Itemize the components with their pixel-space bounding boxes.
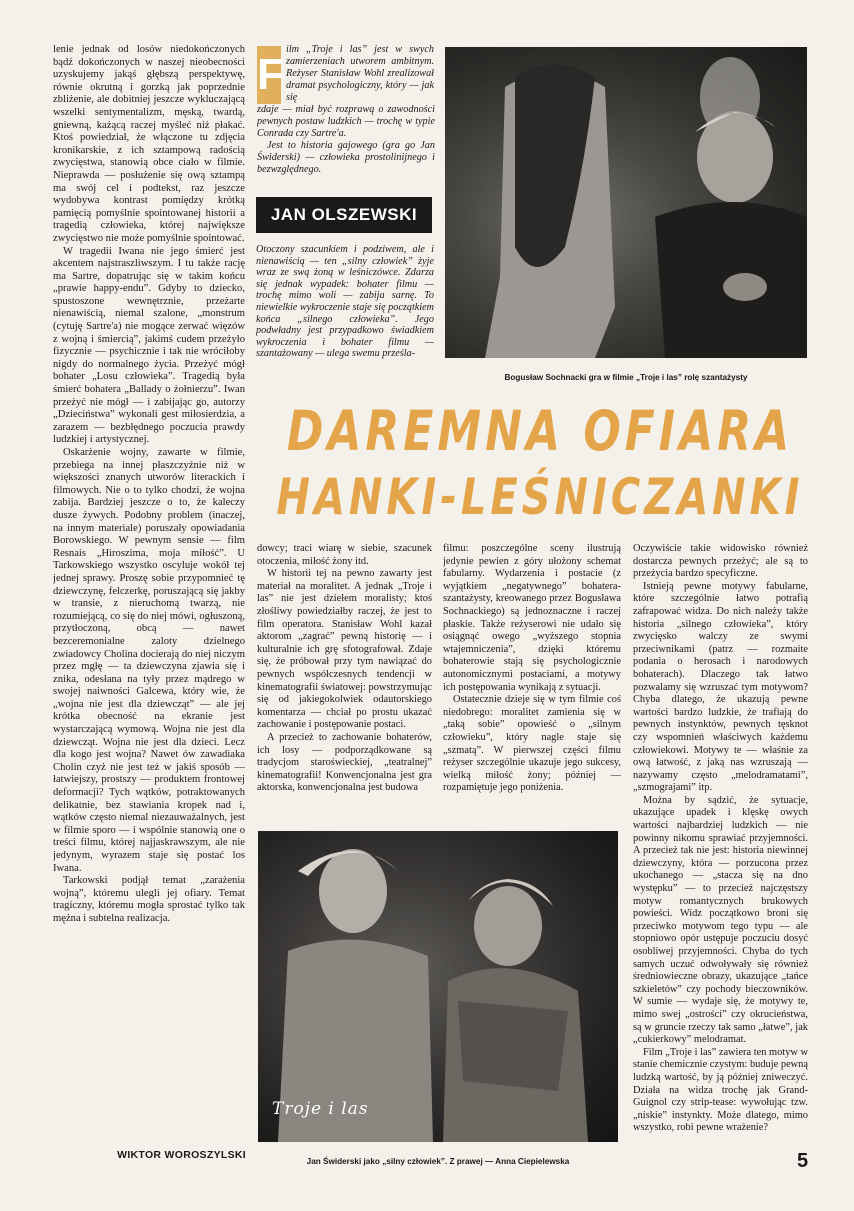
paragraph: filmu: poszczególne sceny ilustrują jedynie pewien z góry ułożony schemat fabularny. Wydarzenia i postacie (z wyjątkiem „negatywnego” bohatera-szantażysty, kreowanego przez Bogusława Sochnackiego) są jednoznaczne i raczej płaskie. Także reżyserowi nie udało się osiągnąć owego „wyższego stopnia wtajemniczenia”, dzięki któremu bohaterowie stają się psychologicznie autonomicznymi postaciami, a motywy ich postępowania wynikają z sytuacji. [443, 543, 621, 693]
paragraph: Istnieją pewne motywy fabularne, które szczególnie łatwo potrafią zafrapować widza. Do nich należy także historia „silnego człowieka”, który zwycięsko walczy ze swymi przeciwnikami (patrz — rozmaite podania o herosach i narodowych bohaterach). Dlaczego tak łatwo pozwalamy się wzruszać tym motywom? Chyba dlatego, że ukazują pewne wartości bardzo ludzkie, że trafiają do pewnych instynktów, pewnych tęsknot czy wspomnień właściwych każdemu człowiekowi. Motywy te — właśnie za ową łatwość, z jaką nas wzruszają — nazywamy często „melodramatami”, „szmograjami” itp. [633, 580, 808, 794]
photo-title-overlay: Troje i las [272, 1099, 369, 1119]
paragraph: Ostatecznie dzieje się w tym filmie coś niedobrego: moralitet zamienia się w „taką sobie” opowieść o „silnym człowieku”, który nagle staje się „szmatą”. W pierwszej części filmu reżyser szczególnie ukazuje jego sukcesy, wielką miłość żony; później — rozpamiętuje jego poniżenia. [443, 694, 621, 794]
article-column-2 [257, 543, 432, 818]
lead-text: ilm „Troje i las” jest w swych zamierzeniach utworem ambitnym. Reżyser Stanisław Wohl zrealizował dramat psychologiczny, który — jak się [286, 44, 434, 103]
photo-2-caption: Jan Świderski jako „silny człowiek”. Z prawej — Anna Ciepielewska [306, 1157, 570, 1166]
paragraph: W tragedii Iwana nie jego śmierć jest akcentem najstraszliwszym. I tu także rację ma Sartre, dopatrując się w takim końcu „prawie happy-endu”. Gdyby to dziecko, spustoszone wewnętrznie, przeżarte nienawiścią, niemal szalone, „monstrum (cytuję Sartre'a) nie mogące zerwać więzów z wojną i śmiercią”, jakimś cudem przeżyło fizycznie — psychicznie i tak nie wróciłoby nigdy do normalnego życia. Przeżyć mógł bohater „Losu człowieka”. Tragedią była śmierć bohatera „Ballady o żołnierzu”. Iwan przeżyć nie mógł — i zabijając go, autorzy „Dzieciństwa” wykonali gest miłosierdzia, a zarazem — bezbłędnego poczucia prawdy ludzkiej i artystycznej. [53, 245, 245, 446]
paragraph: lenie jednak od losów niedokończonych bądź dokończonych w naszej nieobecności uzyskujemy jakąś głębszą perspektywę, równie okrutną i gorzką jak poprzednie zbliżenie, ale dobitniej jeszcze wykluczającą wszelki sentymentalizm, męską, twardą, gniewną, każącą raczej myśleć niż płakać. Ktoś powiedział, że włączone tu zdjęcia kronikarskie, z ich sztampową radością zwycięstwa, stanowią obce ciało w filmie. Nieprawda — posłużenie się ową sztampą ma swój cel i podtekst, raz jeszcze wydobywa kontrast pomiędzy krótką pamięcią pomyślnie spointowanej historii a tragedią człowieka, której największe zwycięstwo nie może pomyślnie spointować. [53, 44, 245, 244]
article-column-3 [443, 543, 621, 818]
film-still-photo-1 [445, 47, 807, 358]
photo-2-shapes [258, 831, 618, 1142]
paragraph: Oskarżenie wojny, zawarte w filmie, przebiega na innej płaszczyźnie niż w większości znanych utworów literackich i filmowych. Nie o to tylko chodzi, że wojna zabija. Bardziej jeszcze o to, że kaleczy dusze żywych. Podobny problem (inaczej, na innym materiale) poruszały opowiadania Borowskiego. W pewnym sensie — film Resnais „Hiroszima, moja miłość”. U Tarkowskiego wszystko oscyluje wokół tej jednej sprawy. Proszę sobie przypomnieć tę dziewczynę, felczerkę, poruszającą się jakby w transie, z nieruchomą twarzą, nie rozumiejącą, co się do niej mówi, ogłuszoną, przytłoczoną, obcą — nawet bezceremonialne zaloty dzielnego zwiadowcy Cholina docierają do niej niczym przez mgłę — ta dziewczyna zjawia się i znika, odesłana na tyły przez mądrego w swojej naiwności Galcewa, który wie, że „wojna nie jest dla dziewcząt” — ale jej krótka obecność na ekranie jest wystarczającą wymową. Wojna nie jest dla dziewcząt. Wojna nie jest dla dzieci. Lecz dla kogo jest wojna? Nawet ów zawadiaka Cholin czyż nie jest też w jakiś sposób — łatwiejszy, prostszy — produktem frontowej deformacji? Tych wątków, potraktowanych delikatnie, bez stawiania kropek nad i, wątków często niemal niezauważalnych, jest w filmie sporo — i wspólnie stanowią one o treści filmu, której najjaskrawszym, ale nie jedynym, wyrazem staje się postać los Iwana. [53, 447, 245, 874]
headline-line-2: HANKI-LEŚNICZANKI [276, 468, 804, 527]
photo-1-caption: Bogusław Sochnacki gra w filmie „Troje i las” rolę szantażysty [504, 373, 748, 382]
author-signature: WIKTOR WOROSZYLSKI [117, 1149, 246, 1161]
film-still-photo-2 [258, 831, 618, 1142]
paragraph: Jest to historia gajowego (gra go Jan Świderski) — człowieka prostolinijnego i bezwzględnego. [257, 140, 435, 175]
article-column-4 [633, 543, 808, 1166]
paragraph: dowcy; traci wiarę w siebie, szacunek otoczenia, miłość żony itd. [257, 543, 432, 567]
paragraph: Oczywiście takie widowisko również dostarcza pewnych przeżyć; ale są to przeżycia bardzo specyficzne. [633, 543, 808, 580]
author-name: JAN OLSZEWSKI [256, 197, 432, 233]
intro-text: Otoczony szacunkiem i podziwem, ale i nienawiścią — ten „silny człowiek” żyje wraz ze swą żoną w leśniczówce. Zdarza się jednak wypadek: bohater filmu — trochę mimo woli — zabija sarnę. To niewielkie wykroczenie staje się początkiem końca „silnego człowieka”. Jego podwładny jest przypadkowo świadkiem wykroczenia i bohater filmu — szantażowany — ulega swemu prześla- [256, 244, 434, 360]
paragraph: W historii tej na pewno zawarty jest materiał na moralitet. A jednak „Troje i las” nie jest dziełem moralisty; ktoś złośliwy powiedziałby raczej, że jest to film operatora. Stanisław Wohl kazał aktorom „zagrać” pewną historię — i kulturalnie ich grę sfotografował. Zdaje się, że próbował przy tym nawiązać do pewnych współczesnych tendencji w kinematografii światowej: powstrzymując się od jakiegokolwiek odautorskiego komentarza — chciał po prostu ukazać zachowanie i postępowanie postaci. [257, 568, 432, 731]
paragraph: A przecież to zachowanie bohaterów, ich losy — podporządkowane są tradycjom staroświeckiej, „teatralnej” kinematografii! Konwencjonalna jest gra aktorska, konwencjonalna jest budowa [257, 731, 432, 794]
headline-line-1: DAREMNA OFIARA [286, 400, 794, 464]
lead-continued [257, 104, 435, 200]
drop-cap: F [257, 46, 281, 104]
article-column-1 [53, 44, 245, 1172]
paragraph: Tarkowski podjął temat „zarażenia wojną”, któremu ulegli jej ofiary. Temat tragiczny, któremu mogła sprostać tylko tak mężna i subtelna realizacja. [53, 875, 245, 924]
page-number: 5 [797, 1150, 809, 1172]
photo-1-shapes [445, 47, 807, 358]
article-headline [260, 400, 820, 530]
paragraph: Można by sądzić, że sytuacje, ukazujące upadek i klęskę owych wartości najbardziej ludzkich — nie powinny nikomu sprawiać przyjemności. A przecież tak nie jest: historia niewinnej dziewczyny, która — porzucona przez ukochanego — „stacza się na dno występku” — to przecież najczęstszy motyw romantycznych brukowych powieści. Widz początkowo broni się przeciwko motywom tego typu — ale stopniowo opór ustępuje poczuciu dosyć osobliwej przyjemności. Chyba do tych samych uczuć odwoływały się również średniowieczne obrazy, ukazujące „tańce szkieletów” czy pochody bieczowników. W sumie — wydaje się, że motywy te, mimo swej „ostrości” czy okrucieństwa, są w gruncie rzeczy tak samo „łatwe”, jak „cukierkowy” melodramat. [633, 794, 808, 1046]
paragraph: Film „Troje i las” zawiera ten motyw w stanie chemicznie czystym: buduje pewną ludzką wartość, by ją później zniweczyć. Działa na widza trochę jak Grand-Guignol czy strip-tease: wywołując tzw. „niskie” instynkty. Może dlatego, mimo wszystko, robi pewne wrażenie? [633, 1046, 808, 1134]
paragraph: zdaje — miał być rozprawą o zawodności pewnych postaw ludzkich — trochę w typie Conrada czy Sartre'a. [257, 104, 435, 139]
